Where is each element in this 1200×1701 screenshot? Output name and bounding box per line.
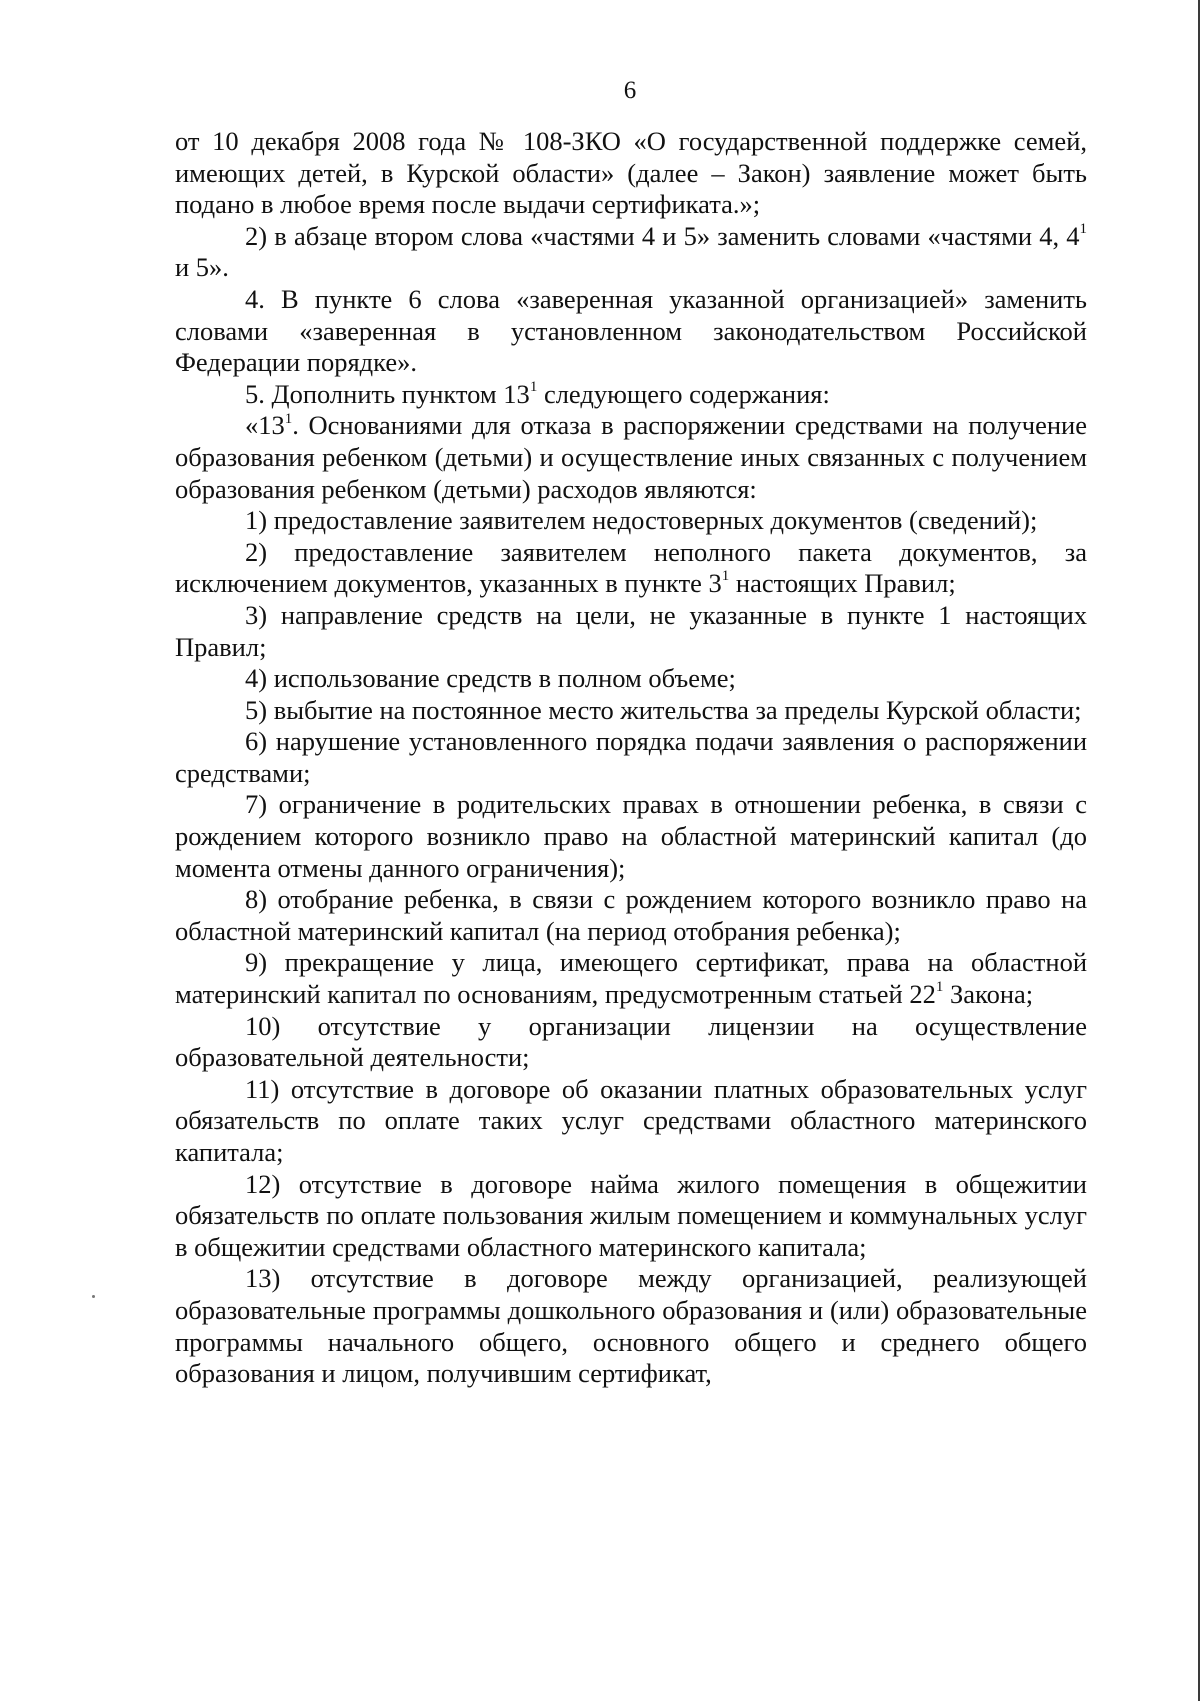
paragraph-amendment-2: 2) в абзаце втором слова «частями 4 и 5» заменить словами «частями 4, $4^1$ и 5». bbox=[175, 220, 1087, 283]
document-body bbox=[175, 126, 1087, 1390]
list-item-5: 5) выбытие на постоянное место жительства за пределы Курской области; bbox=[245, 694, 1082, 725]
list-item-3: 3) направление средств на цели, не указанные в пункте 1 настоящих Правил; bbox=[175, 599, 1087, 662]
list-item-10: 10) отсутствие у организации лицензии на осуществление образовательной деятельности; bbox=[175, 1010, 1087, 1073]
scan-speck bbox=[92, 1295, 95, 1298]
page-number: 6 bbox=[623, 77, 637, 104]
list-item-8: 8) отобрание ребенка, в связи с рождением которого возникло право на областной материнский капитал (на период отобрания ребенка); bbox=[175, 884, 1087, 946]
list-item-9: 9) прекращение у лица, имеющего сертификат, права на областной материнский капитал по основаниям, предусмотренным статьей $22^1$ Закона; bbox=[175, 947, 1087, 1010]
list-item-6: 6) нарушение установленного порядка подачи заявления о распоряжении средствами; bbox=[175, 726, 1087, 788]
paragraph-point-13-1: «$13^1$. Основаниями для отказа в распоряжении средствами на получение образования ребенком (детьми) и осуществление иных связанных с получением образования ребенком (детьми) расходов являются: bbox=[175, 410, 1087, 504]
list-item-12: 12) отсутствие в договоре найма жилого помещения в общежитии обязательств по оплате пользования жилым помещением и коммунальных услуг в общежитии средствами областного материнского капитала; bbox=[175, 1168, 1087, 1262]
paragraph-point-4: 4. В пункте 6 слова «заверенная указанной организацией» заменить словами «заверенная в установленном законодательством Российской Федерации порядке». bbox=[175, 283, 1087, 378]
list-item-13: 13) отсутствие в договоре между организацией, реализующей образовательные программы дошкольного образования и (или) образовательные программы начального общего, основного общего и среднего общего образования и лицом, получившим сертификат, bbox=[175, 1263, 1087, 1389]
list-item-11: 11) отсутствие в договоре об оказании платных образовательных услуг обязательств по оплате таких услуг средствами областного материнского капитала; bbox=[175, 1073, 1087, 1167]
list-item-7: 7) ограничение в родительских правах в отношении ребенка, в связи с рождением которого возникло право на областной материнский капитал (до момента отмены данного ограничения); bbox=[175, 789, 1087, 883]
paragraph-continuation: от 10 декабря 2008 года № 108-ЗКО «О государственной поддержке семей, имеющих детей, в Курской области» (далее – Закон) заявление может быть подано в любое время после выдачи сертификата.»; bbox=[175, 126, 1087, 220]
list-item-2: 2) предоставление заявителем неполного пакета документов, за исключением документов, указанных в пункте $3^1$ настоящих Правил; bbox=[175, 536, 1087, 599]
paragraph-point-5: 5. Дополнить пунктом $13^1$ следующего содержания: bbox=[245, 378, 830, 409]
list-item-4: 4) использование средств в полном объеме; bbox=[245, 663, 736, 694]
list-item-1: 1) предоставление заявителем недостоверных документов (сведений); bbox=[245, 505, 1038, 536]
